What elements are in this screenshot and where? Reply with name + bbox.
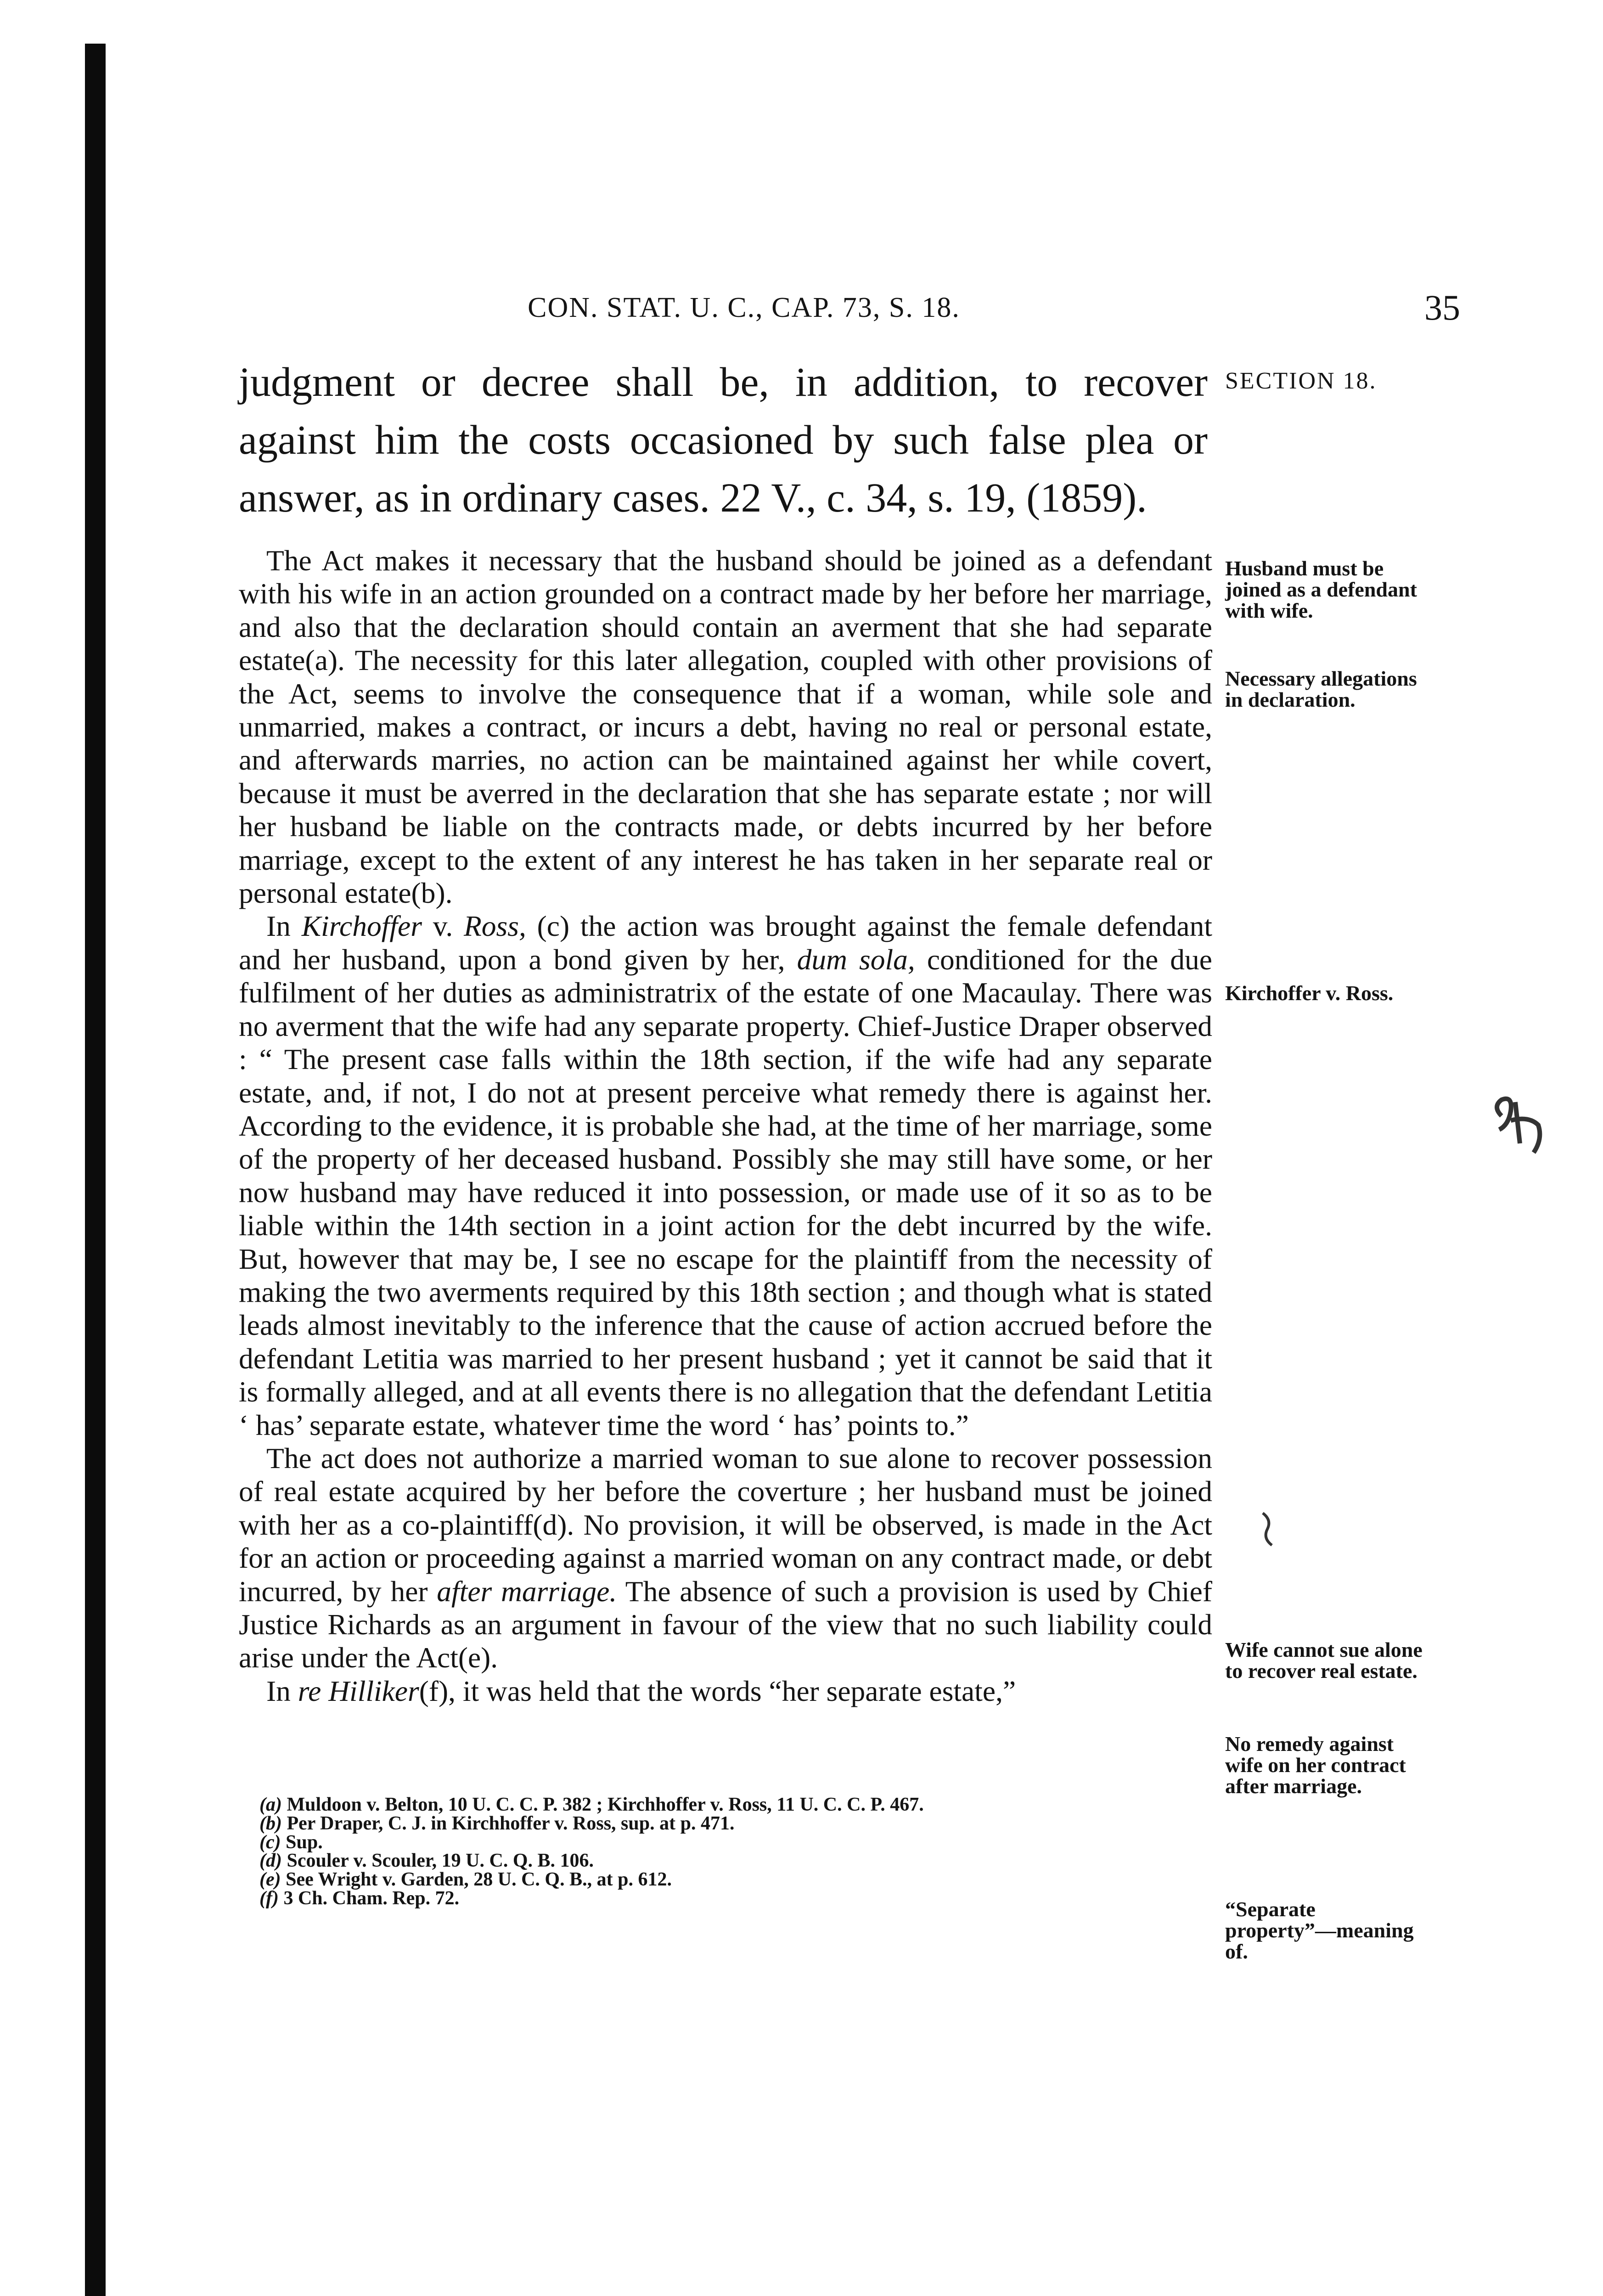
para1-text: The Act makes it necessary that the husband should be joined as a defendant with his wife in an action grounded on a contract made by her before her marriage, and also that the declaration should contain an averment that she had separate estate(a). The necessity for this later allegation, coupled with other provisions of the Act, seems to involve the consequence that if a woman, while sole and unmarried, makes a contract, or incurs a debt, having no real or personal estate, and afterwards marries, no action can be maintained against her while covert, because it must be averred in the declaration that she has separate estate ; nor will her husband be liable on the contracts made, or debts incurred by her before marriage, except to the extent of any interest he has taken in her separate real or personal estate(b). bbox=[239, 544, 1212, 910]
footnote bbox=[259, 1833, 1224, 1852]
para4-text-a: In bbox=[266, 1674, 298, 1707]
footnote-label: (b) bbox=[259, 1812, 282, 1834]
margin-note-wife-cannot-sue: Wife cannot sue alone to recover real estate. bbox=[1225, 1638, 1423, 1683]
case-name-ross: Ross, bbox=[464, 910, 526, 943]
footnote bbox=[259, 1889, 1224, 1908]
footnote-text: Scouler v. Scouler, 19 U. C. Q. B. 106. bbox=[287, 1850, 594, 1872]
margin-note-necessary-allegations: Necessary allegations in declaration. bbox=[1225, 667, 1417, 711]
commentary-paragraph-2 bbox=[239, 910, 1212, 1442]
footnote-label: (d) bbox=[259, 1850, 282, 1872]
footnote-text: Muldoon v. Belton, 10 U. C. C. P. 382 ; Kirchhoffer v. Ross, 11 U. C. C. P. 467. bbox=[287, 1794, 924, 1815]
footnote-label: (a) bbox=[259, 1794, 282, 1815]
footnote-text: See Wright v. Garden, 28 U. C. Q. B., at p. 612. bbox=[286, 1869, 672, 1891]
case-name-hilliker: re Hilliker bbox=[298, 1674, 419, 1707]
latin-dum-sola: dum sola, bbox=[797, 943, 915, 976]
footnote bbox=[259, 1870, 1224, 1889]
commentary bbox=[239, 544, 1212, 1708]
page-binding-edge bbox=[85, 44, 106, 2296]
commentary-paragraph-3 bbox=[239, 1442, 1212, 1675]
page-number: 35 bbox=[1424, 287, 1460, 327]
para2-v: v. bbox=[422, 910, 464, 943]
commentary-paragraph-4 bbox=[239, 1675, 1212, 1708]
margin-note-kirchoffer-ross: Kirchoffer v. Ross. bbox=[1225, 981, 1394, 1005]
para3-text-a: The act does not authorize a married woman to sue alone to recover possession of real estate acquired by her before the coverture ; her husband must be joined with her as a co-plaintiff(d). No provision, it will be observed, is made in the Act for an action or proceeding against a married woman on any contract made, or debt incurred, by her bbox=[239, 1441, 1212, 1608]
para2-intro: In bbox=[266, 910, 302, 943]
section-label: SECTION 18. bbox=[1225, 368, 1377, 394]
para2-text-b: conditioned for the due fulfilment of her duties as administratrix of the estate of one Macaulay. There was no averment that the wife had any separate property. Chief-Justice Draper observed : “ The present case falls within the 18th section, if the wife had any separate estate, and, if not, I do not at present perceive what remedy there is against her. According to the evidence, it is probable she had, at the time of her marriage, some of the property of her deceased husband. Possibly she may still have some, or her now husband may have reduced it into possession, or made use of it so as to be liable within the 14th section in a joint action for the debt incurred by the wife. But, however that may be, I see no escape for the plaintiff from the necessity of making the two averments required by this 18th section ; and though what is stated leads almost inevitably to the inference that the cause of action accrued before the defendant Letitia was married to her present husband ; yet it cannot be said that it is formally alleged, and at all events there is no allegation that the defendant Letitia ‘ has’ separate estate, whatever time the word ‘ has’ points to.” bbox=[239, 943, 1212, 1441]
footnote-label: (c) bbox=[259, 1831, 281, 1853]
footnote-label: (e) bbox=[259, 1869, 281, 1891]
footnote-label: (f) bbox=[259, 1887, 279, 1909]
statute-text: judgment or decree shall be, in addition, to recover against him the costs occasioned by such false plea or answer, as in ordinary cases. 22 V., c. 34, s. 19, (1859). bbox=[239, 360, 1208, 521]
footnote-text: Sup. bbox=[286, 1831, 323, 1853]
handwritten-mark bbox=[1488, 1088, 1552, 1171]
footnote bbox=[259, 1795, 1224, 1814]
footnote bbox=[259, 1851, 1224, 1870]
page-header bbox=[239, 287, 1460, 338]
footnote bbox=[259, 1814, 1224, 1833]
margin-note-separate-property: “Separate property”—meaning of. bbox=[1225, 1897, 1414, 1963]
para3-emphasis: after marriage. bbox=[437, 1575, 617, 1608]
footnote-text: 3 Ch. Cham. Rep. 72. bbox=[283, 1887, 460, 1909]
footnotes bbox=[259, 1795, 1224, 1908]
para2-text-a: (c) the action was brought against the female defendant and her husband, upon a bond given by her, bbox=[239, 910, 1212, 976]
stray-ink-mark bbox=[1258, 1511, 1277, 1548]
running-head: CON. STAT. U. C., CAP. 73, S. 18. bbox=[528, 292, 960, 323]
case-name-kirchoffer: Kirchoffer bbox=[301, 910, 422, 943]
para4-text-b: (f), it was held that the words “her separate estate,” bbox=[419, 1674, 1016, 1707]
margin-note-no-remedy: No remedy against wife on her contract after marriage. bbox=[1225, 1732, 1406, 1798]
para3-text-b: The absence of such a provision is used by Chief Justice Richards as an argument in favour of the view that no such liability could arise under the Act(e). bbox=[239, 1575, 1212, 1674]
margin-note-husband-joined: Husband must be joined as a defendant with wife. bbox=[1225, 557, 1417, 622]
commentary-paragraph-1 bbox=[239, 544, 1212, 910]
footnote-text: Per Draper, C. J. in Kirchhoffer v. Ross, sup. at p. 471. bbox=[287, 1812, 735, 1834]
